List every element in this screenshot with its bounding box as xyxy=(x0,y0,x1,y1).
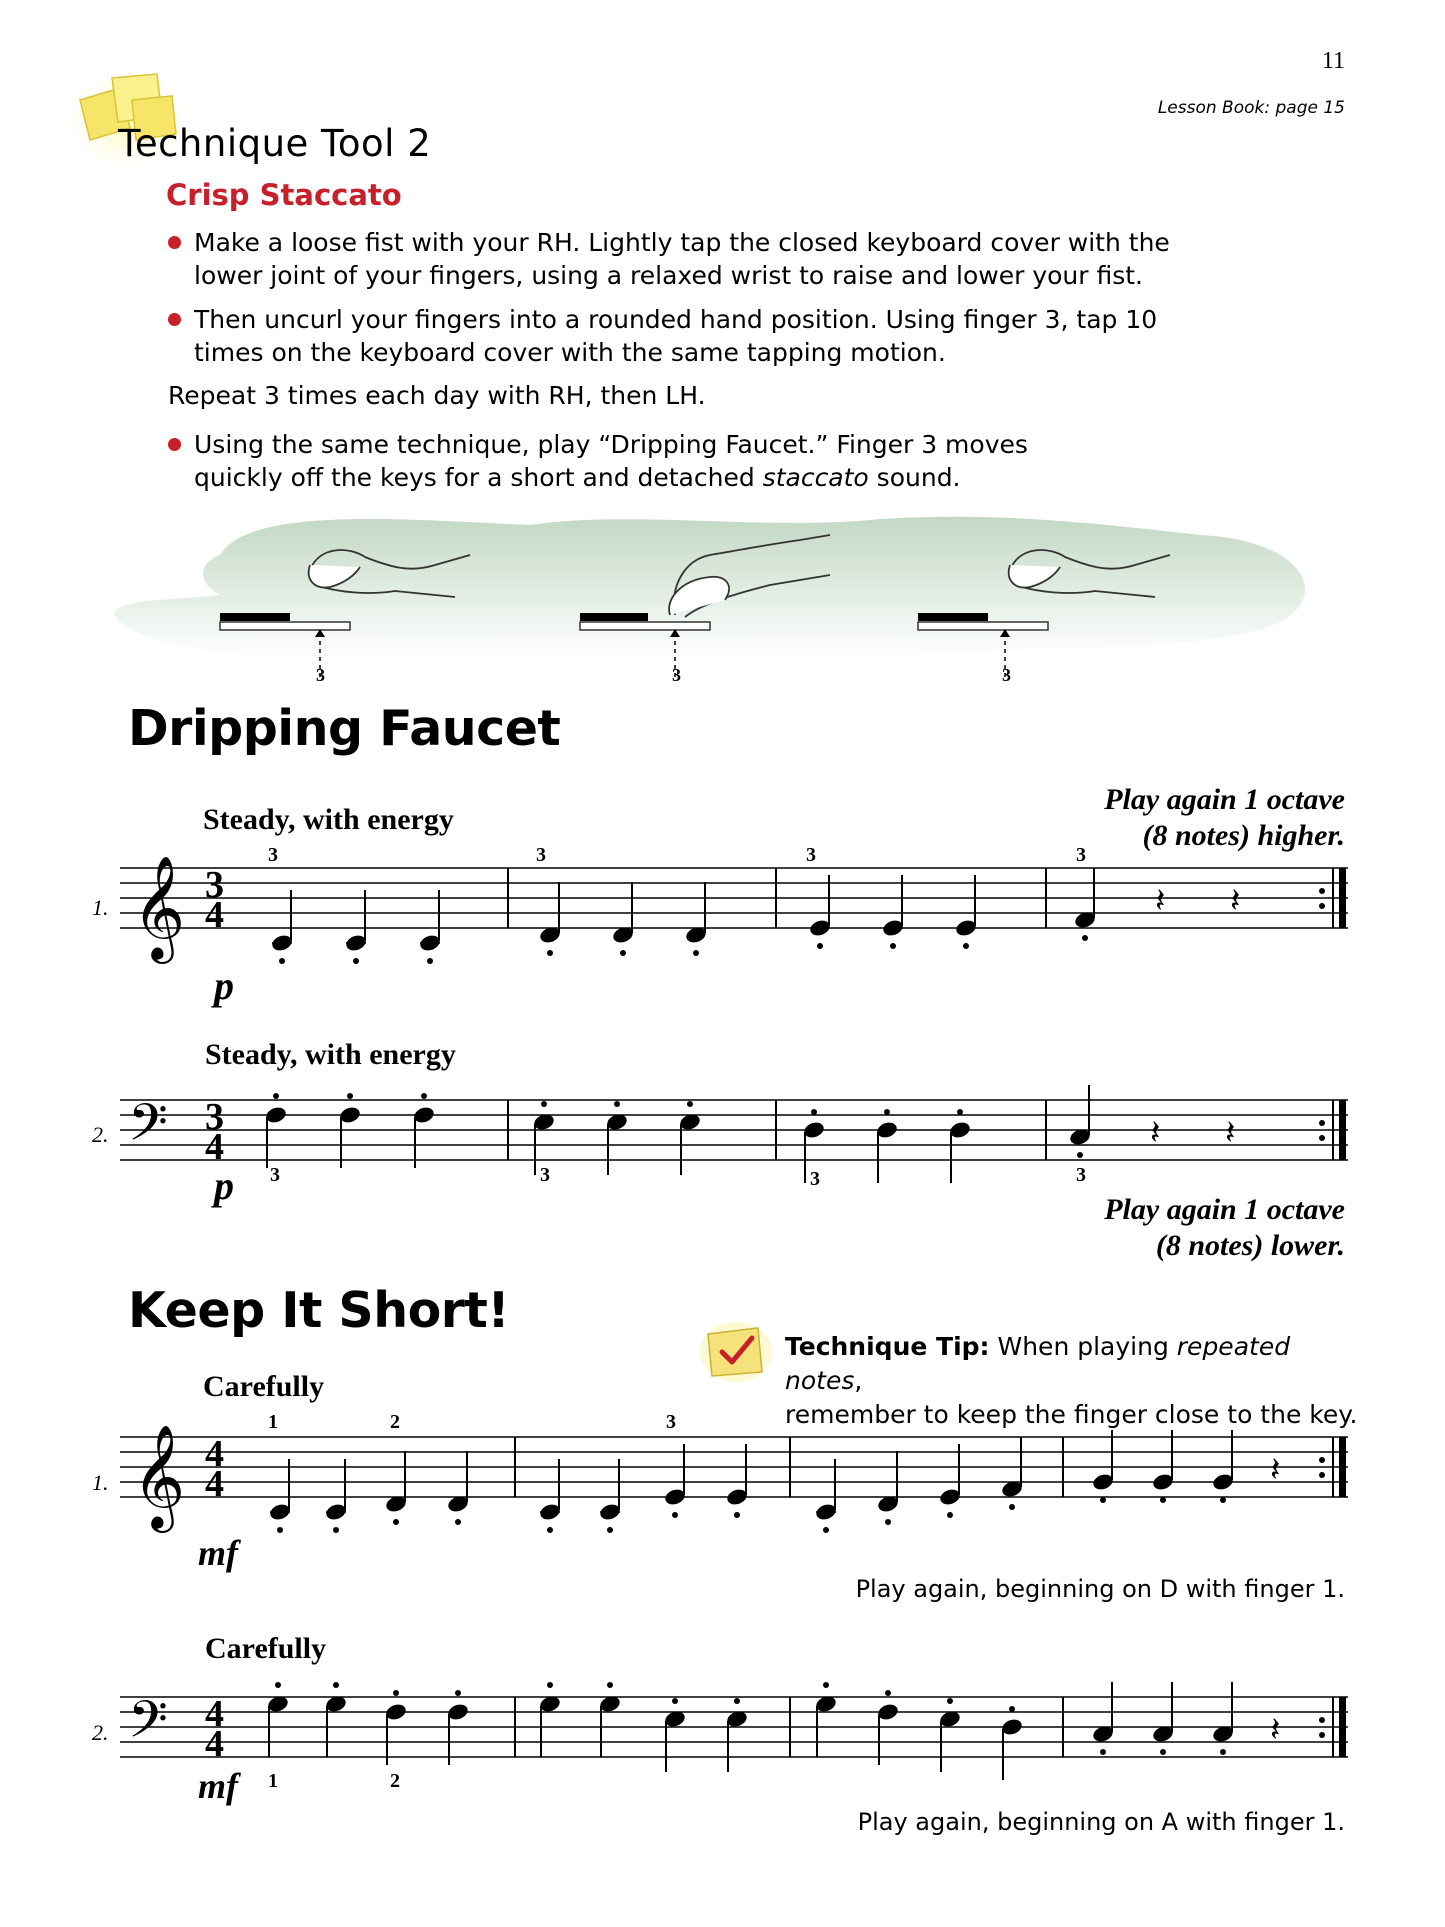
treble-staff-3-4 xyxy=(120,855,1350,960)
technique-subtitle: Crisp Staccato xyxy=(166,178,402,212)
bullet-dot xyxy=(168,438,181,451)
instruction-line: Play again 1 octave xyxy=(1104,783,1345,816)
tip-label: Technique Tip: xyxy=(785,1332,990,1361)
fingering: 3 xyxy=(1076,844,1086,866)
bullet-line: times on the keyboard cover with the same tapping motion. xyxy=(194,338,946,367)
treble-staff-4-4 xyxy=(120,1424,1350,1529)
fingering: 3 xyxy=(270,1164,280,1186)
text-span: quickly off the keys for a short and detached xyxy=(194,463,763,492)
play-again-instruction: Play again, beginning on D with finger 1. xyxy=(855,1575,1345,1603)
tempo-marking: Steady, with energy xyxy=(205,1038,456,1071)
text-span: When playing xyxy=(989,1332,1177,1361)
finger-label: 3 xyxy=(316,665,325,685)
technique-tool-title: Technique Tool 2 xyxy=(118,122,432,165)
fingering: 3 xyxy=(806,844,816,866)
quarter-rest-icon: 𝄽 xyxy=(1225,1113,1236,1153)
tip-line xyxy=(785,1330,1365,1398)
fingering: 1 xyxy=(268,1411,278,1433)
tempo-marking: Carefully xyxy=(203,1370,325,1403)
instruction-line: (8 notes) lower. xyxy=(1155,1229,1345,1262)
staff-number: 1. xyxy=(92,895,109,920)
bullet-line: lower joint of your fingers, using a relaxed wrist to raise and lower your fist. xyxy=(194,261,1143,290)
tempo-marking: Carefully xyxy=(205,1632,327,1665)
text-span: , xyxy=(854,1366,863,1395)
lesson-reference: Lesson Book: page 15 xyxy=(1157,98,1345,118)
instruction-line: Play again 1 octave xyxy=(1104,1193,1345,1226)
quarter-rest-icon: 𝄽 xyxy=(1230,881,1241,921)
time-signature-top: 3 xyxy=(205,1096,224,1138)
time-signature-top: 4 xyxy=(205,1693,224,1735)
bullet-dot xyxy=(168,313,181,326)
bass-clef-icon: 𝄢 xyxy=(128,1689,168,1762)
finger-label: 3 xyxy=(1002,665,1011,685)
dynamic-marking: mf xyxy=(198,1766,238,1806)
play-again-instruction: Play again, beginning on A with finger 1. xyxy=(857,1808,1345,1836)
quarter-rest-icon: 𝄽 xyxy=(1270,1710,1281,1750)
staff-number: 1. xyxy=(92,1470,109,1495)
time-signature-top: 4 xyxy=(205,1433,224,1475)
hand-tapping-illustration xyxy=(110,505,1335,700)
bass-staff-3-4 xyxy=(120,1092,1350,1170)
fingering: 3 xyxy=(1076,1164,1086,1186)
dynamic-marking: p xyxy=(214,1163,234,1208)
quarter-rest-icon: 𝄽 xyxy=(1270,1450,1281,1490)
fingering: 3 xyxy=(810,1168,820,1190)
time-signature-bottom: 4 xyxy=(205,1723,224,1765)
time-signature-bottom: 4 xyxy=(205,1126,224,1168)
staff-number: 2. xyxy=(92,1122,109,1147)
treble-clef-icon: 𝄞 xyxy=(132,855,186,960)
repeat-instruction: Repeat 3 times each day with RH, then LH. xyxy=(168,381,706,410)
technique-tip xyxy=(785,1330,1365,1432)
bullet-line xyxy=(194,461,1194,494)
fingering: 3 xyxy=(666,1411,676,1433)
quarter-rest-icon: 𝄽 xyxy=(1150,1113,1161,1153)
bullet-dot xyxy=(168,236,181,249)
quarter-rest-icon: 𝄽 xyxy=(1155,881,1166,921)
tempo-marking: Steady, with energy xyxy=(203,803,454,836)
fingering: 2 xyxy=(390,1770,400,1792)
bass-clef-icon: 𝄢 xyxy=(128,1092,168,1165)
fingering: 3 xyxy=(536,844,546,866)
bass-staff-4-4 xyxy=(120,1689,1350,1787)
octave-instruction-upper xyxy=(1104,782,1345,854)
piece-title: Dripping Faucet xyxy=(128,700,561,757)
text-span: sound. xyxy=(868,463,961,492)
time-signature-top: 3 xyxy=(205,864,224,906)
octave-instruction-lower xyxy=(1104,1192,1345,1264)
staccato-term: staccato xyxy=(762,463,869,492)
instruction-line: (8 notes) higher. xyxy=(1142,819,1345,852)
fingering: 3 xyxy=(540,1164,550,1186)
piece-title: Keep It Short! xyxy=(128,1282,510,1339)
bullet-line: Using the same technique, play “Dripping Faucet.” Finger 3 moves xyxy=(194,430,1028,459)
text-span: repeated notes xyxy=(785,1332,1291,1395)
fingering: 1 xyxy=(268,1770,278,1792)
staff-number: 2. xyxy=(92,1720,109,1745)
finger-label: 3 xyxy=(672,665,681,685)
time-signature-bottom: 4 xyxy=(205,894,224,936)
bullet-line: Then uncurl your fingers into a rounded hand position. Using finger 3, tap 10 xyxy=(194,305,1158,334)
fingering: 2 xyxy=(390,1411,400,1433)
page-number: 11 xyxy=(1321,48,1345,74)
checkmark-note-icon xyxy=(700,1320,772,1382)
dynamic-marking: p xyxy=(214,963,234,1008)
time-signature-bottom: 4 xyxy=(205,1463,224,1505)
bullet-line: Make a loose fist with your RH. Lightly tap the closed keyboard cover with the xyxy=(194,228,1170,257)
tip-line: remember to keep the finger close to the key. xyxy=(785,1400,1358,1429)
fingering: 3 xyxy=(268,844,278,866)
treble-clef-icon: 𝄞 xyxy=(132,1424,186,1529)
dynamic-marking: mf xyxy=(198,1533,238,1573)
